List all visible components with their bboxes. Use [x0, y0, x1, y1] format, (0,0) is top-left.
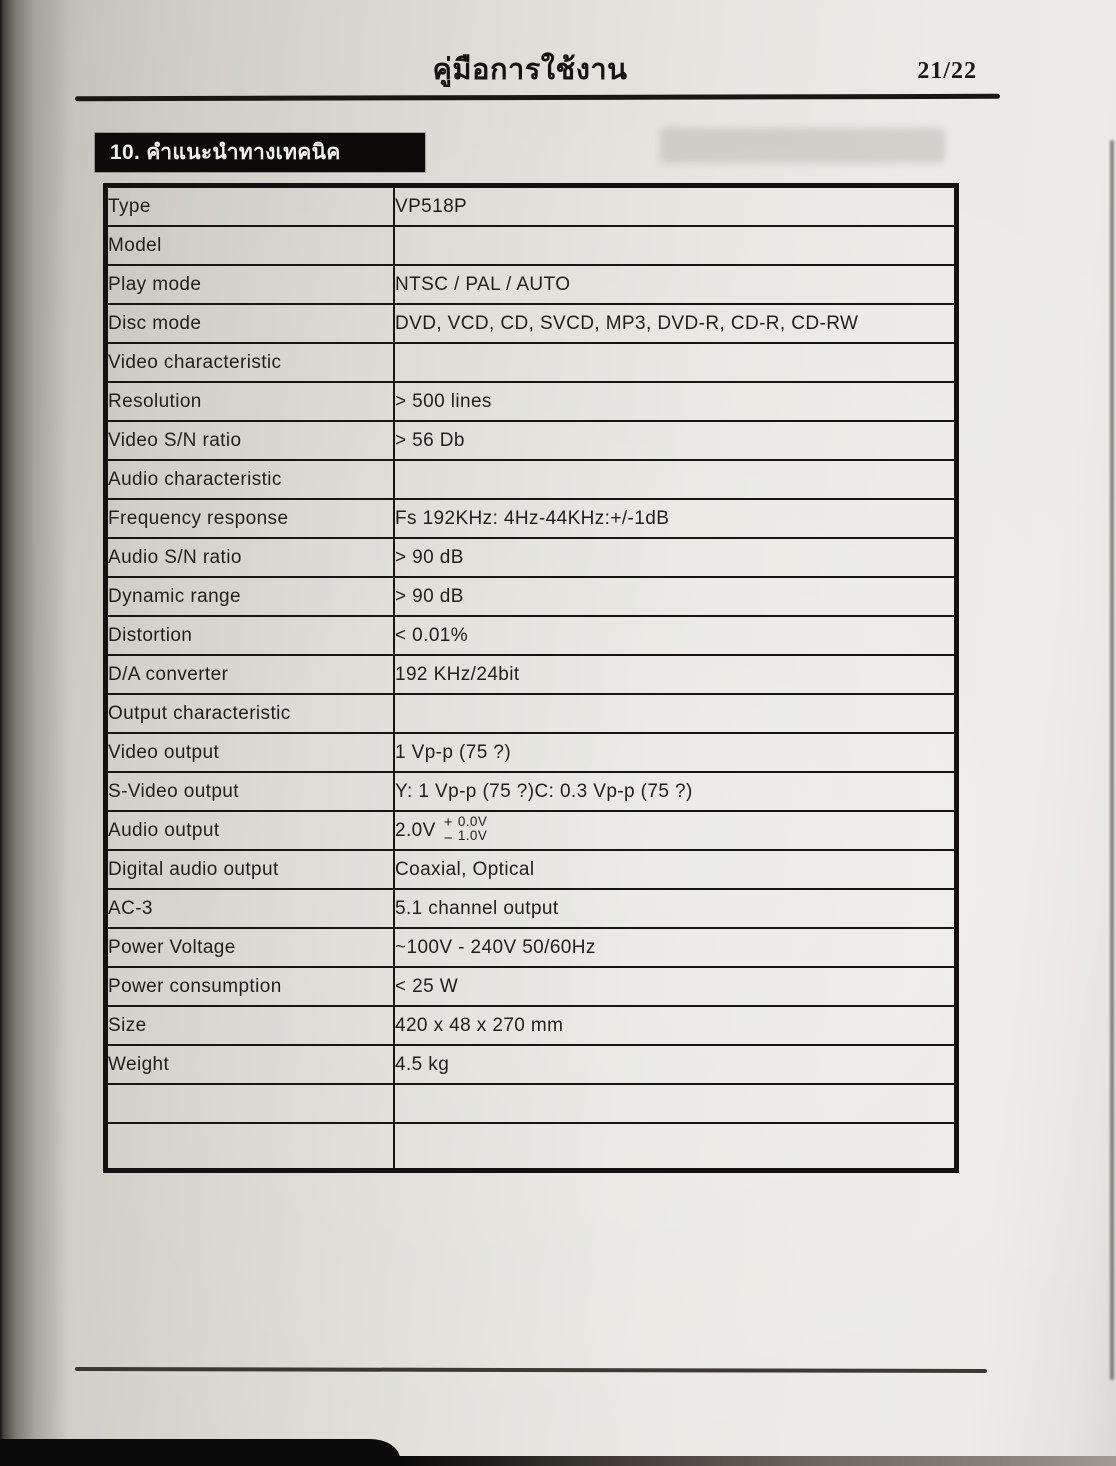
spec-value: 420 x 48 x 270 mm: [395, 1014, 564, 1036]
spec-label: Weight: [108, 1053, 170, 1075]
book-spine-shadow: [0, 0, 70, 1466]
spec-value-cell: [394, 616, 957, 655]
spec-value: > 500 lines: [395, 390, 492, 412]
spec-label-cell: [106, 967, 395, 1006]
spec-value-cell: [394, 1045, 957, 1084]
spec-value-cell: [394, 460, 957, 499]
spec-label: Video characteristic: [108, 351, 282, 373]
spec-value: > 90 dB: [395, 585, 464, 607]
table-row: [106, 499, 957, 538]
spec-value-cell: [394, 889, 957, 928]
spec-label: Size: [108, 1014, 147, 1036]
spec-label-cell: [106, 733, 395, 772]
spec-label: Model: [108, 234, 162, 256]
spec-label: Audio output: [108, 819, 220, 841]
spec-value-cell: [394, 811, 957, 850]
section-heading: 10. คำแนะนำทางเทคนิค: [110, 141, 341, 164]
spec-value: < 25 W: [395, 975, 459, 997]
table-row: [106, 186, 957, 227]
spec-label: Output characteristic: [108, 702, 291, 724]
spec-table: [103, 183, 959, 1173]
spec-label: Dynamic range: [108, 585, 241, 607]
spec-label: D/A converter: [108, 663, 229, 685]
spec-value-cell: [394, 928, 957, 967]
spec-value-cell: [394, 733, 957, 772]
spec-value-cell: [394, 499, 957, 538]
spec-label-cell: [106, 1084, 395, 1123]
table-row: [106, 343, 957, 382]
table-row: [106, 811, 957, 850]
table-row: [106, 655, 957, 694]
spec-label-cell: [106, 265, 395, 304]
page-header: [75, 44, 985, 94]
spec-label-cell: [106, 538, 395, 577]
spec-value: 5.1 channel output: [395, 897, 559, 919]
table-row: [106, 538, 957, 577]
scan-bottom-left-shadow: [0, 1439, 400, 1466]
spec-value-cell: [394, 186, 957, 227]
spec-label-cell: [106, 1006, 395, 1045]
footer-rule: [75, 1367, 987, 1373]
spec-value-cell: [394, 538, 957, 577]
spec-value-cell: [394, 577, 957, 616]
spec-label-cell: [106, 655, 395, 694]
table-row: [106, 1045, 957, 1084]
spec-value: < 0.01%: [395, 624, 469, 646]
bleed-through-ghost: [660, 128, 945, 163]
spec-value: Y: 1 Vp-p (75 ?)C: 0.3 Vp-p (75 ?): [395, 780, 693, 802]
spec-label: Audio S/N ratio: [108, 546, 242, 568]
spec-value-cell: [394, 1084, 957, 1123]
table-row: [106, 460, 957, 499]
spec-label: Frequency response: [108, 507, 289, 529]
spec-label: Disc mode: [108, 312, 202, 334]
spec-label: Power Voltage: [108, 936, 236, 958]
spec-value: ~100V - 240V 50/60Hz: [395, 936, 596, 958]
spec-label: Video output: [108, 741, 220, 763]
spec-value-cell: [394, 655, 957, 694]
table-row: [106, 1006, 957, 1045]
spec-value: 2.0V + − 0.0V 1.0V: [395, 813, 488, 847]
spec-label: Video S/N ratio: [108, 429, 242, 451]
spec-label: Power consumption: [108, 975, 282, 997]
table-row: [106, 1123, 957, 1171]
spec-label-cell: [106, 811, 395, 850]
manual-title: คู่มือการใช้งาน: [432, 54, 628, 86]
spec-label: Distortion: [108, 624, 193, 646]
spec-value: 1 Vp-p (75 ?): [395, 741, 512, 763]
spec-value-cell: [394, 265, 957, 304]
spec-value-cell: [394, 1123, 957, 1171]
table-row: [106, 733, 957, 772]
spec-label-cell: [106, 343, 395, 382]
spec-value-cell: [394, 343, 957, 382]
table-row: [106, 889, 957, 928]
spec-value-cell: [394, 421, 957, 460]
spec-value: NTSC / PAL / AUTO: [395, 273, 571, 295]
spec-label-cell: [106, 421, 395, 460]
spec-table-body: [106, 186, 957, 1171]
spec-value-cell: [394, 226, 957, 265]
table-row: [106, 1084, 957, 1123]
spec-value: 4.5 kg: [395, 1053, 450, 1075]
spec-label-cell: [106, 694, 395, 733]
spec-label-cell: [106, 226, 395, 265]
table-row: [106, 421, 957, 460]
spec-label-cell: [106, 460, 395, 499]
spec-label-cell: [106, 304, 395, 343]
spec-label-cell: [106, 499, 395, 538]
table-row: [106, 694, 957, 733]
spec-label-cell: [106, 1123, 395, 1171]
spec-label-cell: [106, 186, 395, 227]
spec-label-cell: [106, 850, 395, 889]
table-row: [106, 577, 957, 616]
spec-label-cell: [106, 616, 395, 655]
spec-value: > 90 dB: [395, 546, 464, 568]
spec-value: Fs 192KHz: 4Hz-44KHz:+/-1dB: [395, 507, 670, 529]
spec-value-cell: [394, 1006, 957, 1045]
header-rule: [75, 94, 1000, 101]
spec-label: Resolution: [108, 390, 202, 412]
spec-label-cell: [106, 928, 395, 967]
spec-value: > 56 Db: [395, 429, 465, 451]
table-row: [106, 967, 957, 1006]
table-row: [106, 616, 957, 655]
spec-value: VP518P: [395, 195, 468, 217]
spec-label: S-Video output: [108, 780, 239, 802]
page-number: 21/22: [917, 58, 977, 84]
spec-value-cell: [394, 967, 957, 1006]
spec-label: Play mode: [108, 273, 202, 295]
spec-label: Type: [108, 195, 151, 217]
spec-value: DVD, VCD, CD, SVCD, MP3, DVD-R, CD-R, CD-RW: [395, 312, 859, 334]
spec-label-cell: [106, 382, 395, 421]
spec-value: Coaxial, Optical: [395, 858, 535, 880]
spec-label: Audio characteristic: [108, 468, 282, 490]
section-heading-bar: [95, 133, 425, 172]
spec-label-cell: [106, 577, 395, 616]
spec-value: 192 KHz/24bit: [395, 663, 520, 685]
table-row: [106, 226, 957, 265]
table-row: [106, 304, 957, 343]
spec-value-cell: [394, 304, 957, 343]
table-row: [106, 928, 957, 967]
spec-value-cell: [394, 382, 957, 421]
spec-label: Digital audio output: [108, 858, 279, 880]
page-right-edge-shadow: [1110, 140, 1114, 1380]
table-row: [106, 850, 957, 889]
spec-value-cell: [394, 850, 957, 889]
spec-label: AC-3: [108, 897, 153, 919]
table-row: [106, 772, 957, 811]
spec-label-cell: [106, 1045, 395, 1084]
spec-value-cell: [394, 772, 957, 811]
table-row: [106, 265, 957, 304]
table-row: [106, 382, 957, 421]
spec-label-cell: [106, 772, 395, 811]
spec-value-cell: [394, 694, 957, 733]
spec-label-cell: [106, 889, 395, 928]
